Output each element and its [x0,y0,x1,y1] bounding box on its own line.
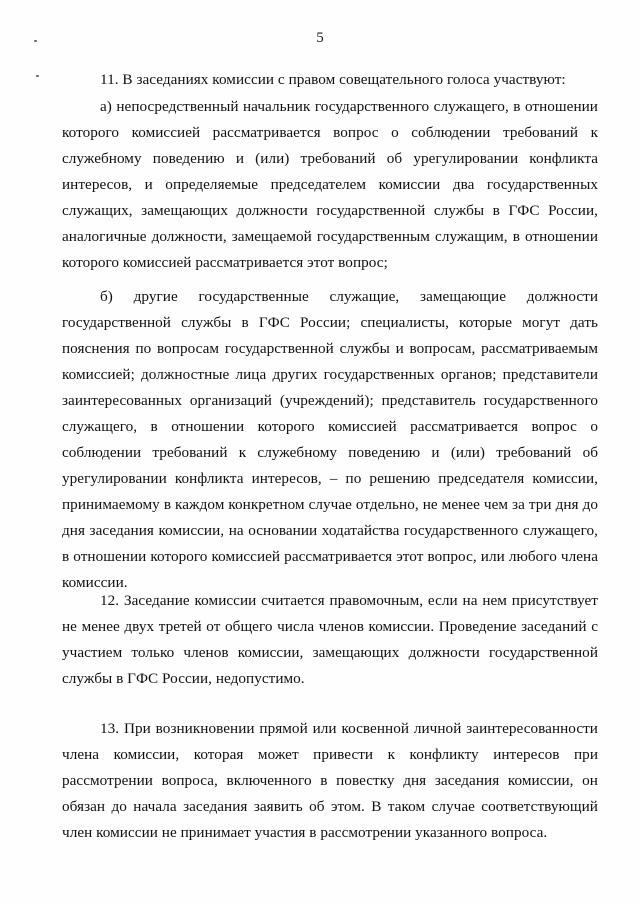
paragraph-11 [62,67,598,93]
paragraph-11-b [62,284,598,596]
page-number: 5 [316,30,324,46]
paragraph-11-a [62,94,598,276]
paragraph-12 [62,588,598,692]
paragraph-text: а) непосредственный начальник государственного служащего, в отношении которого комиссией рассматривается вопрос о соблюдении требований к служебному поведению и (или) требований об урегулировании конфликта интересов, и определяемые председателем комиссии два государственных служащих, замещающих должности государственной службы в ГФС России, аналогичные должности, замещаемой государственным служащим, в отношении которого комиссией рассматривается этот вопрос; [62,98,598,271]
paragraph-13 [62,716,598,846]
paragraph-text: 11. В заседаниях комиссии с правом совещательного голоса участвуют: [100,71,566,88]
scan-speck [36,75,39,77]
paragraph-text: 12. Заседание комиссии считается правомочным, если на нем присутствует не менее двух третей от общего числа членов комиссии. Проведение заседаний с участием только членов комиссии, замещающих должности государственной службы в ГФС России, недопустимо. [62,592,598,687]
paragraph-text: б) другие государственные служащие, замещающие должности государственной службы в ГФС России; специалисты, которые могут дать пояснения по вопросам государственной службы и вопросам, рассматриваемым комиссией; должностные лица других государственных органов; представители заинтересованных организаций (учреждений); представитель государственного служащего, в отношении которого комиссией рассматривается вопрос о соблюдении требований к служебному поведению и (или) требований об урегулировании конфликта интересов, – по решению председателя комиссии, принимаемому в каждом конкретном случае отдельно, не менее чем за три дня до дня заседания комиссии, на основании ходатайства государственного служащего, в отношении которого комиссией рассматривается этот вопрос, или любого члена комиссии. [62,288,598,591]
paragraph-text: 13. При возникновении прямой или косвенной личной заинтересованности члена комиссии, которая может привести к конфликту интересов при рассмотрении вопроса, включенного в повестку дня заседания комиссии, он обязан до начала заседания заявить об этом. В таком случае соответствующий член комиссии не принимает участия в рассмотрении указанного вопроса. [62,720,598,841]
